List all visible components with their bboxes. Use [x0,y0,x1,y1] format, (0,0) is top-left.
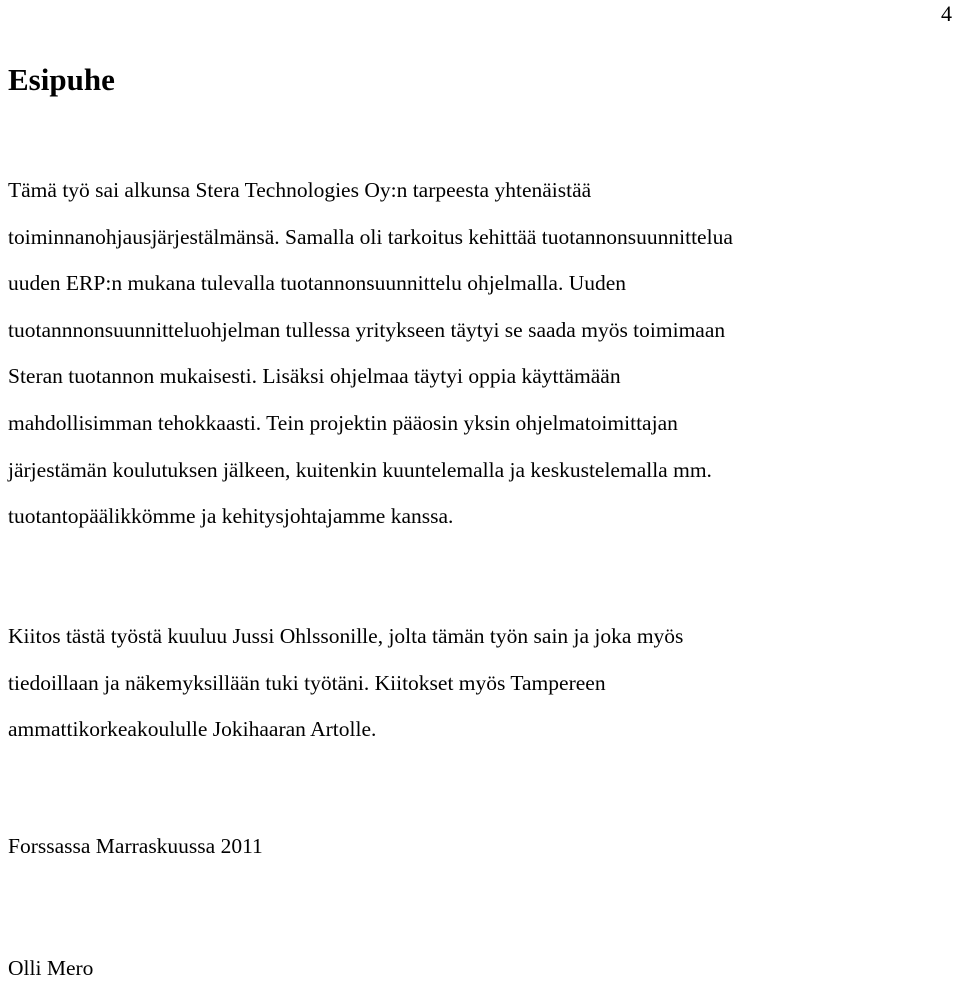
paragraph-line: toiminnanohjausjärjestälmänsä. Samalla oli tarkoitus kehittää tuotannonsuunnittelua [8,224,733,249]
paragraph-line: Steran tuotannon mukaisesti. Lisäksi ohjelmaa täytyi oppia käyttämään [8,364,621,389]
page-number: 4 [941,1,952,26]
paragraph-line: mahdollisimman tehokkaasti. Tein projektin pääosin yksin ohjelmatoimittajan [8,410,678,435]
page-title: Esipuhe [8,62,115,97]
paragraph-line: tuotannnonsuunnitteluohjelman tullessa yritykseen täytyi se saada myös toimimaan [8,317,726,342]
paragraph-line: Kiitos tästä työstä kuuluu Jussi Ohlssonille, jolta tämän työn sain ja joka myös [8,624,684,648]
paragraph-line: ammattikorkeakoululle Jokihaaran Artolle. [8,717,377,742]
place-and-date: Forssassa Marraskuussa 2011 [8,834,263,858]
paragraph-line: tuotantopäälikkömme ja kehitysjohtajamme kanssa. [8,504,454,529]
author-name: Olli Mero [8,956,94,980]
foreword-paragraph [8,167,953,540]
acknowledgements-paragraph [8,613,953,753]
paragraph-line: Tämä työ sai alkunsa Stera Technologies Oy:n tarpeesta yhtenäistää [8,178,592,202]
paragraph-line: tiedoillaan ja näkemyksillään tuki työtäni. Kiitokset myös Tampereen [8,670,606,695]
paragraph-line: uuden ERP:n mukana tulevalla tuotannonsuunnittelu ohjelmalla. Uuden [8,271,627,296]
paragraph-line: järjestämän koulutuksen jälkeen, kuitenkin kuuntelemalla ja keskustelemalla mm. [8,457,712,482]
